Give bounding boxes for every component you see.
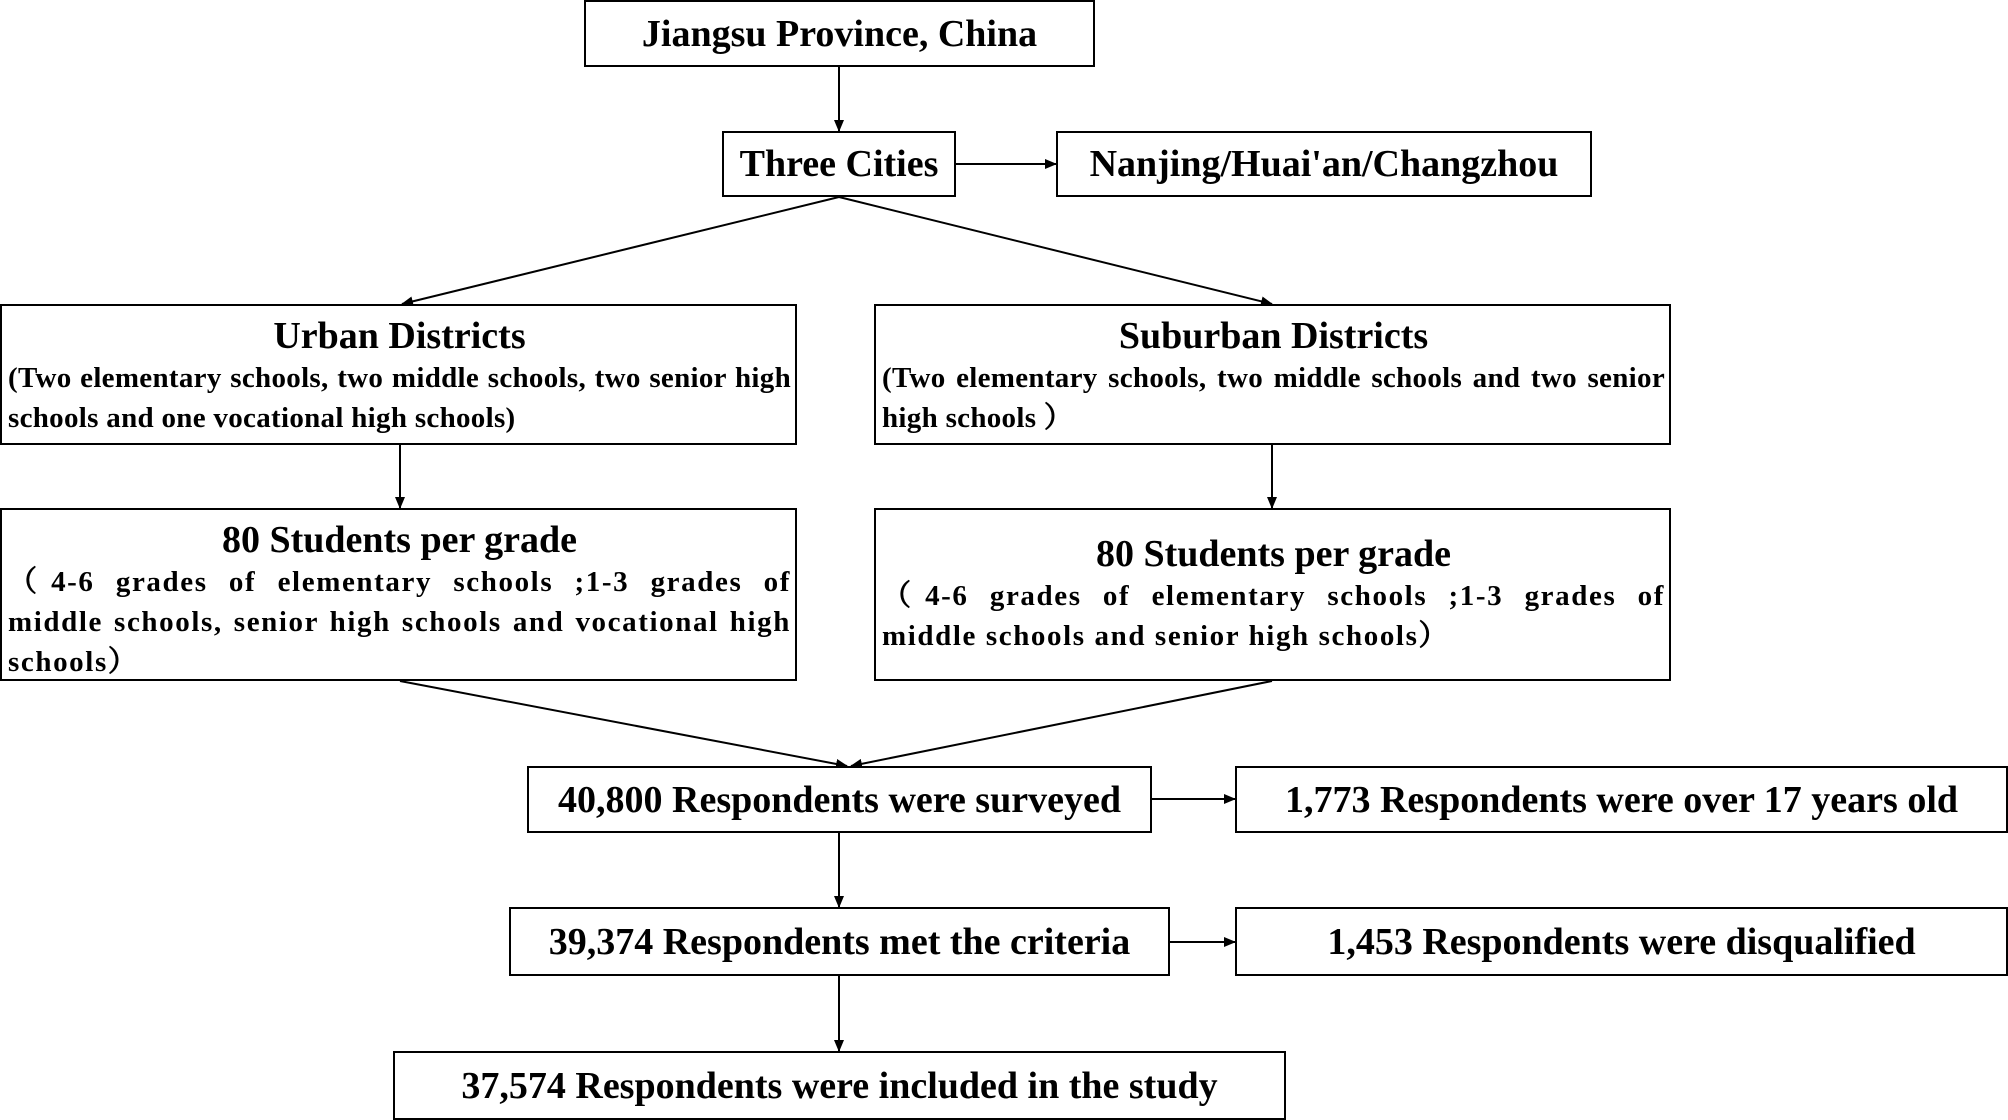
city-names-box [1056,131,1592,197]
cities-label: Three Cities [739,143,939,185]
urban-students-detail: （4-6 grades of elementary schools ;1-3 grades of middle schools, senior high schools and vocational high schools） [8,566,791,678]
included-box [393,1051,1286,1120]
arrow-cities-to-suburban [839,197,1272,304]
urban-districts-title: Urban Districts [273,315,526,357]
urban-districts-detail: (Two elementary schools, two middle schools, two senior high schools and one vocational high schools) [8,362,791,434]
surveyed-box [527,766,1152,833]
arrow-urban-students-to-surveyed [400,681,847,766]
surveyed-label: 40,800 Respondents were surveyed [558,778,1121,821]
excluded-age-label: 1,773 Respondents were over 17 years old [1284,778,1959,821]
suburban-students-box [874,508,1671,681]
city-names-label: Nanjing/Huai'an/Changzhou [1089,143,1559,185]
suburban-students-detail: （4-6 grades of elementary schools ;1-3 grades of middle schools and senior high schools） [882,580,1665,652]
urban-students-box [0,508,797,681]
included-label: 37,574 Respondents were included in the study [461,1064,1218,1107]
excluded-age-box [1235,766,2008,833]
disqualified-label: 1,453 Respondents were disqualified [1327,920,1916,963]
suburban-districts-title: Suburban Districts [1118,315,1429,357]
urban-students-title: 80 Students per grade [221,519,578,561]
arrow-suburban-students-to-surveyed [851,681,1272,766]
urban-districts-box [0,304,797,445]
suburban-districts-box [874,304,1671,445]
province-box [584,0,1095,67]
province-label: Jiangsu Province, China [641,12,1038,55]
met-criteria-label: 39,374 Respondents met the criteria [548,920,1131,963]
disqualified-box [1235,907,2008,976]
arrow-cities-to-urban [402,197,839,304]
cities-box [722,131,956,197]
suburban-districts-detail: (Two elementary schools, two middle schools and two senior high schools ） [882,362,1665,434]
suburban-students-title: 80 Students per grade [1095,533,1452,575]
met-criteria-box [509,907,1170,976]
